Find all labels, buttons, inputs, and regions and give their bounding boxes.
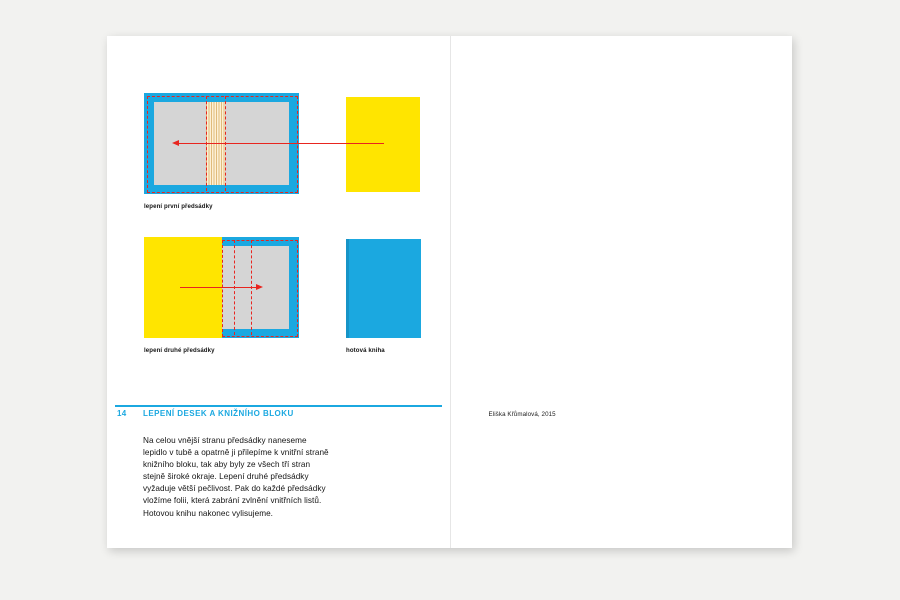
arrow-insert-endpaper-head-icon (172, 140, 179, 146)
figure-finished-book (346, 235, 436, 354)
page-left (107, 36, 451, 548)
figure-caption-2: lepení druhé předsádky (144, 347, 215, 354)
page-right (451, 36, 793, 548)
footer-rule (115, 405, 442, 407)
figure-gluing-first-endpaper (138, 91, 428, 210)
finished-book-cover (346, 239, 421, 338)
book-spread (107, 36, 792, 548)
author-credit: Eliška Křůmalová, 2015 (488, 411, 556, 418)
page-number: 14 (117, 409, 127, 418)
glue-area-dashed-outline (147, 96, 298, 193)
running-head: LEPENÍ DESEK A KNIŽNÍHO BLOKU (143, 409, 294, 418)
figure-caption-1: lepení první předsádky (144, 203, 213, 210)
yellow-endpaper-sheet (346, 97, 420, 192)
arrow-fold-over-head-icon (256, 284, 263, 290)
arrow-fold-over-line (180, 287, 256, 288)
arrow-insert-endpaper-line (179, 143, 384, 144)
figure-caption-3: hotová kniha (346, 347, 385, 354)
body-paragraph: Na celou vnější stranu předsádky naneseme lepidlo v tubě a opatrně ji přilepíme k vnitřní straně knižního bloku, tak aby byly ze všech tří stran stejně široké okraje. Lepení druhé předsádky vyžaduje větší pečlivost. Pak do každé předsádky vložíme folii, která zabrání zvlnění vnitřních listů. Hotovou knihu nakonec vylisujeme. (143, 436, 329, 518)
